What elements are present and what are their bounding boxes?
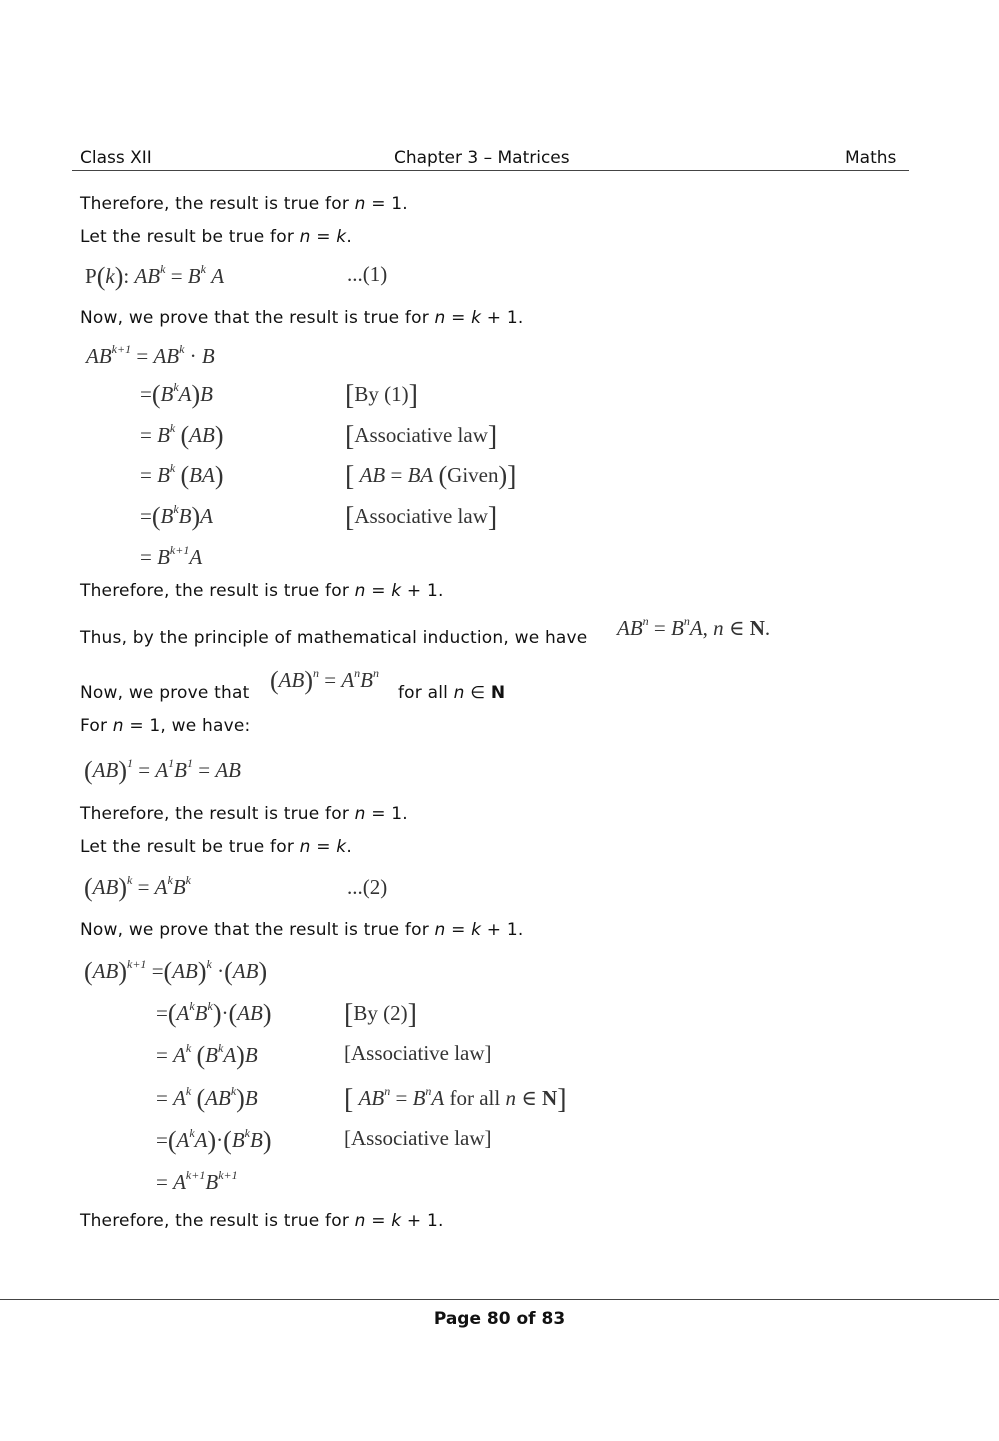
footer-divider [0, 1299, 999, 1300]
derivation2-step-1: $=(A^kB^k)\cdot(AB)$ [156, 999, 272, 1028]
derivation1-step-5: = $B^{k+1}A$ [140, 543, 203, 569]
paragraph-base-case-true: Therefore, the result is true for n = 1. [80, 194, 408, 214]
derivation1-step-4: $=(B^kB)A$ [140, 502, 213, 531]
paragraph-base-case-true-2: Therefore, the result is true for n = 1. [80, 804, 408, 824]
derivation2-step-4: $=(A^kA)\cdot(B^kB)$ [156, 1126, 272, 1155]
equation-p-k: P(k): $AB^k = B^k$ A [85, 262, 225, 291]
derivation2-step-2: = $A^k$ $(B^kA)B$ [156, 1041, 258, 1070]
paragraph-for-all-n: for all n ∈ N [398, 683, 506, 703]
paragraph-prove-k-plus-1: Now, we prove that the result is true for n = k + 1. [80, 308, 524, 328]
derivation2-step-3: = $A^k$ $(AB^k)B$ [156, 1084, 258, 1113]
header-class: Class XII [80, 148, 152, 168]
paragraph-assume-k: Let the result be true for n = k. [80, 227, 352, 247]
derivation1-step-3: = $B^k$ (BA) [140, 461, 224, 490]
header-subject: Maths [845, 148, 897, 168]
paragraph-prove-abn: Now, we prove that [80, 683, 250, 703]
equation-ab-power-k: $(AB)^k = A^kB^k$ [84, 873, 191, 902]
equation-ab-power-n: $(AB)^n = A^nB^n$ [270, 666, 379, 695]
equation-abn-bna: $AB^n = B^nA$, n ∈ N. [617, 614, 771, 640]
derivation1-step-0: $AB^{k+1} = AB^k \cdot B$ [86, 342, 215, 368]
derivation1-step-1: $=(B^kA)B$ [140, 380, 213, 409]
page-number: Page 80 of 83 [433, 1309, 566, 1329]
paragraph-assume-k-2: Let the result be true for n = k. [80, 837, 352, 857]
derivation2-reason-2: [Associative law] [344, 1041, 492, 1065]
derivation1-step-2: = $B^k$ (AB) [140, 421, 224, 450]
derivation1-reason-2: [Associative law] [345, 421, 498, 452]
derivation1-reason-4: [Associative law] [345, 502, 498, 533]
equation-tag-2: ...(2) [347, 875, 388, 899]
derivation1-reason-3: [ AB = BA (Given)] [345, 461, 517, 492]
derivation2-step-0: (AB)$^{k+1}$ =(AB)$^k$ ·(AB) [84, 957, 268, 986]
equation-ab-power-1: $(AB)^1 = A^1B^1$ = AB [84, 756, 241, 785]
paragraph-true-k-plus-1: Therefore, the result is true for n = k + 1. [80, 581, 444, 601]
derivation1-reason-1: [By (1)] [345, 380, 418, 411]
header-divider [72, 170, 909, 171]
derivation2-step-5: = $A^{k+1}B^{k+1}$ [156, 1168, 238, 1194]
paragraph-true-k-plus-1-2: Therefore, the result is true for n = k + 1. [80, 1211, 444, 1231]
paragraph-for-n-1: For n = 1, we have: [80, 716, 251, 736]
equation-tag-1: ...(1) [347, 262, 388, 286]
paragraph-induction-conclusion: Thus, by the principle of mathematical induction, we have [80, 628, 588, 648]
paragraph-prove-k-plus-1-2: Now, we prove that the result is true for n = k + 1. [80, 920, 524, 940]
derivation2-reason-1: [By (2)] [344, 999, 417, 1030]
header-chapter: Chapter 3 – Matrices [394, 148, 570, 168]
derivation2-reason-4: [Associative law] [344, 1126, 492, 1150]
derivation2-reason-3: [ $AB^n = B^nA$ for all n ∈ N] [344, 1084, 567, 1115]
